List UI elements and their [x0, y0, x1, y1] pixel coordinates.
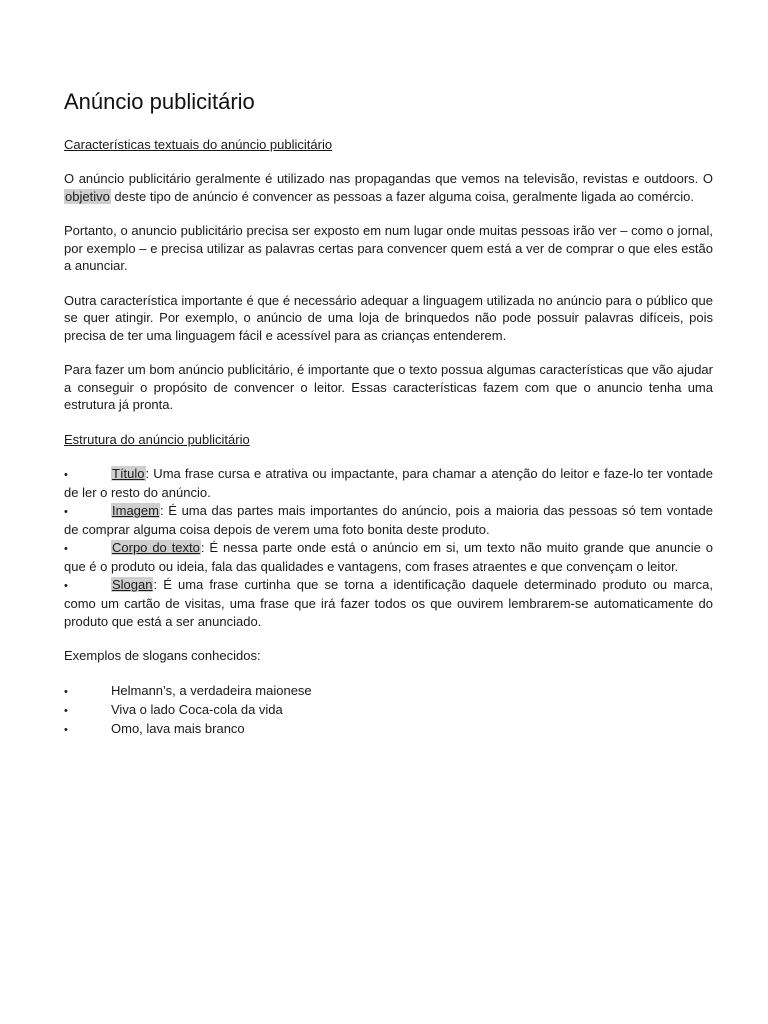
list-item	[64, 682, 713, 701]
term-label: Imagem	[112, 502, 159, 518]
list-item	[64, 720, 713, 739]
term-description: : É nessa parte onde está o anúncio em si, um texto não muito grande que anuncie o que é o produto ou ideia, fala das qualidades e vantagens, com frases atraentes e que convençam o leitor.	[64, 539, 714, 574]
paragraph-2: Portanto, o anuncio publicitário precisa ser exposto em num lugar onde muitas pessoas irão ver – como o jornal, por exemplo – e precisa utilizar as palavras certas para convencer quem está a ver de comprar o que eles estão a anunciar.	[64, 223, 713, 273]
slogan-text: Omo, lava mais branco	[111, 720, 245, 736]
page-title: Anúncio publicitário	[64, 89, 255, 114]
bullet-icon: •	[64, 468, 68, 481]
bullet-icon: •	[64, 723, 68, 736]
examples-heading: Exemplos de slogans conhecidos:	[64, 648, 261, 663]
term-description: : É uma frase curtinha que se torna a identificação daquele determinado produto ou marca, como um cartão de visitas, uma frase que irá fazer todos os que ouvirem lembrarem-se automaticamente do produto que está a ser anunciado.	[64, 576, 713, 629]
highlighted-word-objetivo: objetivo	[65, 188, 110, 204]
list-item	[64, 539, 713, 576]
list-item	[64, 701, 713, 720]
bullet-icon: •	[64, 505, 68, 518]
list-item	[64, 502, 713, 539]
bullet-icon: •	[64, 685, 68, 698]
section-heading-characteristics: Características textuais do anúncio publicitário	[64, 137, 333, 152]
paragraph-1-start: O anúncio publicitário geralmente é utilizado nas propagandas que vemos na televisão, revistas e outdoors. O	[64, 171, 713, 186]
paragraph-4: Para fazer um bom anúncio publicitário, é importante que o texto possua algumas características que vão ajudar a conseguir o propósito de convencer o leitor. Essas características fazem com que o anuncio tenha uma estrutura já pronta.	[64, 362, 713, 412]
slogan-text: Viva o lado Coca-cola da vida	[111, 701, 283, 717]
term-label: Título	[112, 465, 145, 481]
list-item	[64, 465, 713, 502]
slogan-examples-list	[64, 682, 713, 739]
section-heading-structure: Estrutura do anúncio publicitário	[64, 431, 250, 447]
term-description: : Uma frase cursa e atrativa ou impactante, para chamar a atenção do leitor e faze-lo ter vontade de ler o resto do anúncio.	[64, 465, 713, 500]
term-label: Slogan	[112, 576, 153, 592]
paragraph-1	[64, 170, 713, 205]
paragraph-1-end: deste tipo de anúncio é convencer as pessoas a fazer alguma coisa, geralmente ligada ao comércio.	[110, 188, 694, 204]
term-description: : É uma das partes mais importantes do anúncio, pois a maioria das pessoas só tem vontade de comprar alguma coisa depois de verem uma foto bonita deste produto.	[64, 502, 713, 537]
list-item	[64, 576, 713, 631]
bullet-icon: •	[64, 579, 68, 592]
term-label: Corpo do texto	[112, 539, 200, 555]
slogan-text: Helmann’s, a verdadeira maionese	[111, 682, 312, 698]
bullet-icon: •	[64, 704, 68, 717]
paragraph-3: Outra característica importante é que é necessário adequar a linguagem utilizada no anúncio para o público que se quer atingir. Por exemplo, o anúncio de uma loja de brinquedos não pode possuir palavras difíceis, pois precisa de ter uma linguagem fácil e acessível para as crianças entenderem.	[64, 292, 713, 343]
structure-list	[64, 465, 713, 631]
bullet-icon: •	[64, 542, 68, 555]
